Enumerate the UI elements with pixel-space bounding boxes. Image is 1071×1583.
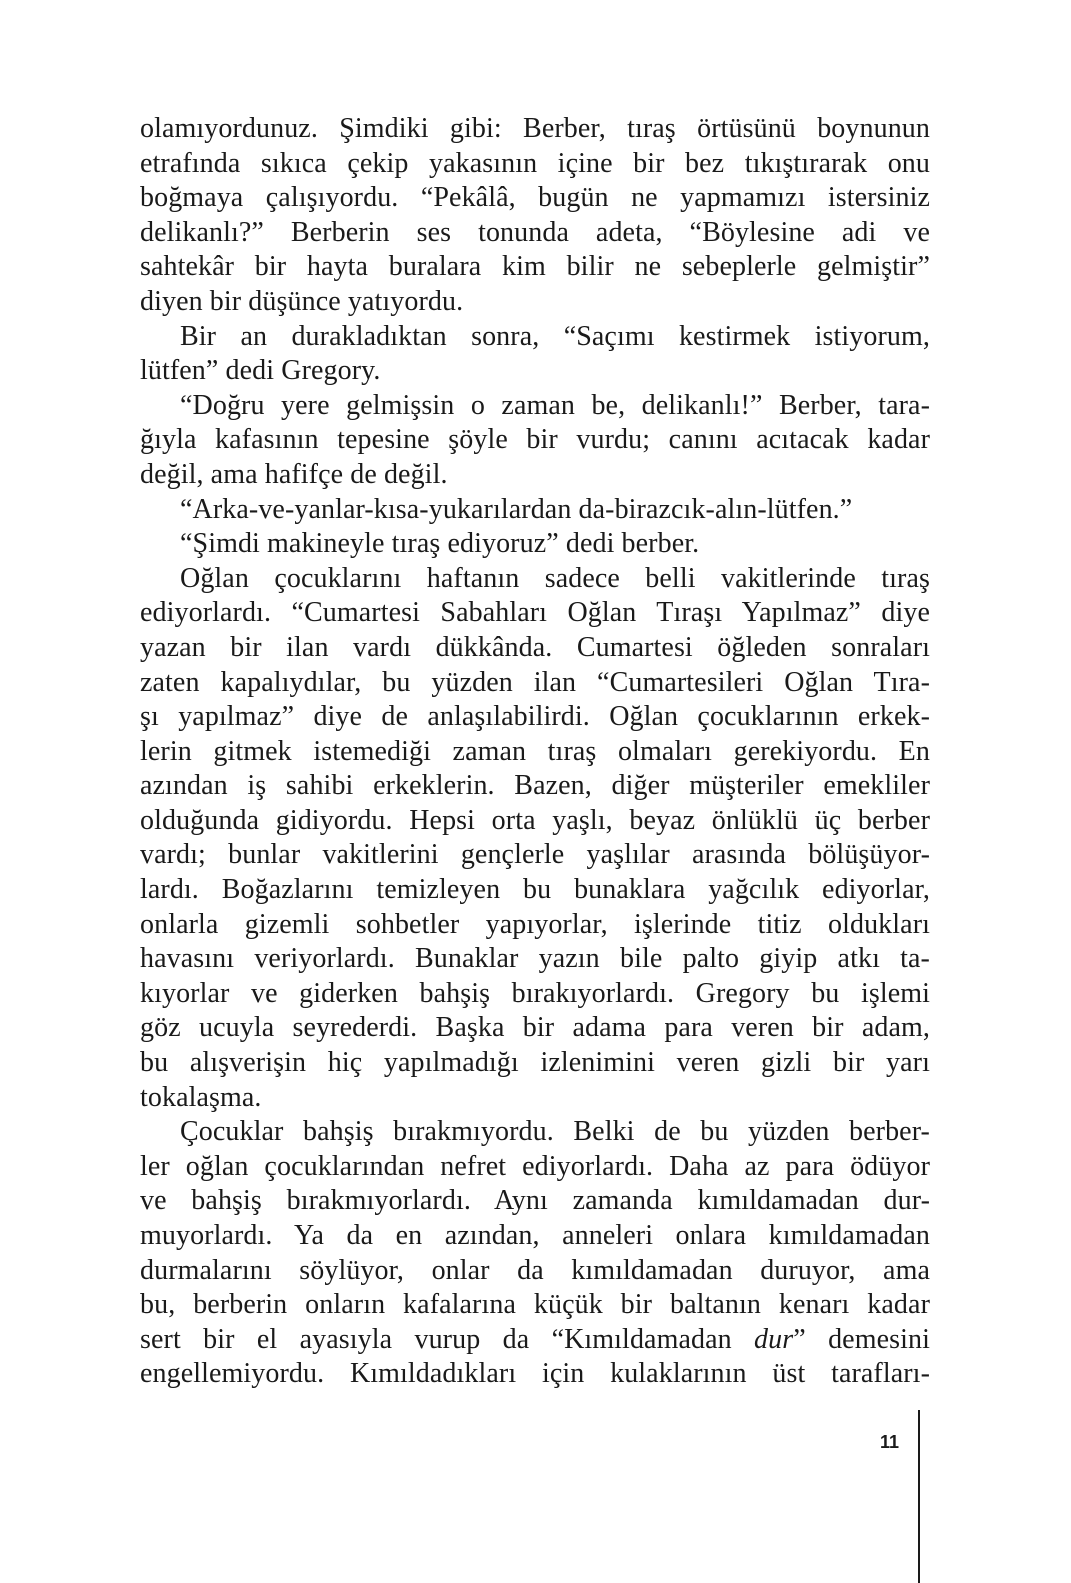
text-line: bu, berberin onların kafalarına küçük bir baltanın kenarı kadar xyxy=(140,1289,930,1321)
text-line: etrafında sıkıca çekip yakasının içine bir bez tıkıştırarak onu xyxy=(140,147,930,179)
text-line: engellemiyordu. Kımıldadıkları için kulaklarının üst tarafları- xyxy=(140,1358,930,1390)
text-line: şı yapılmaz” diye de anlaşılabilirdi. Oğlan çocuklarının erkek- xyxy=(140,701,930,733)
text-line: ler oğlan çocuklarından nefret ediyorlardı. Daha az para ödüyor xyxy=(140,1150,930,1182)
text-line: “Arka-ve-yanlar-kısa-yukarılardan da-birazcık-alın-lütfen.” xyxy=(180,493,853,525)
text-line: tokalaşma. xyxy=(140,1081,262,1113)
text-line: olamıyordunuz. Şimdiki gibi: Berber, tıraş örtüsünü boynunun xyxy=(140,113,930,144)
text-line: Çocuklar bahşiş bırakmıyordu. Belki de bu yüzden berber- xyxy=(180,1116,930,1148)
text-line: azından iş sahibi erkeklerin. Bazen, diğer müşteriler emekliler xyxy=(140,770,930,802)
text-line: değil, ama hafifçe de değil. xyxy=(140,458,448,490)
text-line: olduğunda gidiyordu. Hepsi orta yaşlı, beyaz önlüklü üç berber xyxy=(140,804,930,836)
text-line: göz ucuyla seyrederdi. Başka bir adama para veren bir adam, xyxy=(140,1012,930,1044)
text-line: “Doğru yere gelmişsin o zaman be, delikanlı!” Berber, tara- xyxy=(180,389,930,421)
text-line: havasını veriyorlardı. Bunaklar yazın bile palto giyip atkı ta- xyxy=(140,943,930,975)
text-line: kıyorlar ve giderken bahşiş bırakıyorlardı. Gregory bu işlemi xyxy=(140,977,930,1009)
text-line: bu alışverişin hiç yapılmadığı izlenimini veren gizli bir yarı xyxy=(140,1047,930,1079)
text-line: muyorlardı. Ya da en azından, anneleri onlara kımıldamadan xyxy=(140,1220,930,1251)
text-line: “Şimdi makineyle tıraş ediyoruz” dedi berber. xyxy=(180,528,700,560)
text-line: ediyorlardı. “Cumartesi Sabahları Oğlan Tıraşı Yapılmaz” diye xyxy=(140,597,930,629)
emphasis-dur: dur xyxy=(754,1323,794,1355)
text-line: lardı. Boğazlarını temizleyen bu bunaklara yağcılık ediyorlar, xyxy=(140,874,930,906)
text-line: delikanlı?” Berberin ses tonunda adeta, “Böylesine adi ve xyxy=(140,216,930,248)
text-line: zaten kapalıydılar, bu yüzden ilan “Cumartesileri Oğlan Tıra- xyxy=(140,666,930,698)
text-line: diyen bir düşünce yatıyordu. xyxy=(140,285,464,317)
text-line: vardı; bunlar vakitlerini gençlerle yaşlılar arasında bölüşüyor- xyxy=(140,839,930,871)
text-line: boğmaya çalışıyordu. “Pekâlâ, bugün ne yapmamızı istersiniz xyxy=(140,182,930,214)
text-line: sert bir el ayasıyla vurup da “Kımıldamadan dur” demesini xyxy=(140,1323,930,1355)
text-line: ğıyla kafasının tepesine şöyle bir vurdu; canını acıtacak kadar xyxy=(140,424,930,456)
text-line: lütfen” dedi Gregory. xyxy=(140,355,381,387)
text-line: Bir an durakladıktan sonra, “Saçımı kestirmek istiyorum, xyxy=(180,320,930,352)
text-line: yazan bir ilan vardı dükkânda. Cumartesi öğleden sonraları xyxy=(140,631,930,663)
page-number-rule xyxy=(918,1410,920,1583)
text-line: ve bahşiş bırakmıyorlardı. Aynı zamanda kımıldamadan dur- xyxy=(140,1185,930,1217)
text-line: lerin gitmek istemediği zaman tıraş olmaları gerekiyordu. En xyxy=(140,735,930,767)
text-line: sahtekâr bir hayta buralara kim bilir ne sebeplerle gelmiştir” xyxy=(140,251,930,283)
text-line: durmalarını söylüyor, onlar da kımıldamadan duruyor, ama xyxy=(140,1254,930,1286)
page-number: 11 xyxy=(880,1432,900,1452)
text-line: onlarla gizemli sohbetler yapıyorlar, işlerinde titiz oldukları xyxy=(140,908,930,940)
text-line: Oğlan çocuklarını haftanın sadece belli vakitlerinde tıraş xyxy=(180,562,930,594)
body-text xyxy=(140,112,930,1392)
